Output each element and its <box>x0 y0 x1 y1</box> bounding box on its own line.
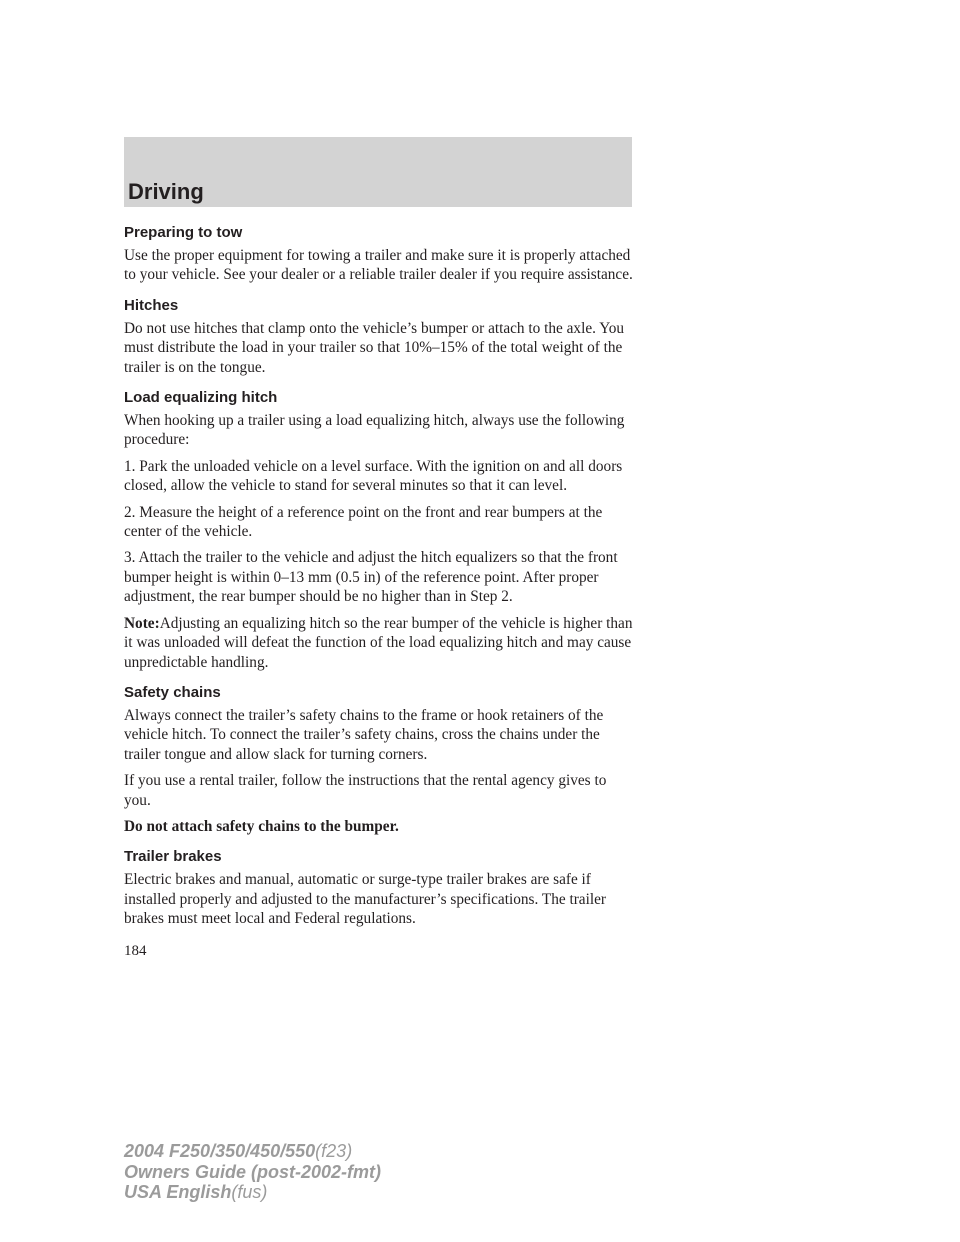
footer-line-model <box>124 1141 381 1162</box>
section-heading: Preparing to tow <box>124 224 243 241</box>
footer-line-language <box>124 1182 381 1203</box>
section-heading: Safety chains <box>124 683 221 701</box>
section-title: Driving <box>128 179 204 204</box>
section-header-band <box>124 137 632 207</box>
body-paragraph: Electric brakes and manual, automatic or surge-type trailer brakes are safe if installed properly and adjusted to the manufacturer’s specifications. The trailer brakes must meet local and Federal regulations. <box>124 871 606 928</box>
page-content <box>124 223 636 940</box>
body-paragraph: Do not use hitches that clamp onto the vehicle’s bumper or attach to the axle. You must distribute the load in your trailer so that 10%–15% of the total weight of the trailer is on the tongue. <box>124 319 625 376</box>
footer-guide-title: Owners Guide (post-2002-fmt) <box>124 1161 382 1182</box>
section-load-equalizing-hitch <box>124 388 636 672</box>
section-hitches <box>124 296 636 377</box>
section-heading: Load equalizing hitch <box>124 389 278 407</box>
section-trailer-brakes <box>124 847 636 928</box>
body-paragraph: When hooking up a trailer using a load equalizing hitch, always use the following procedure: <box>124 412 625 449</box>
document-footer <box>124 1141 381 1203</box>
section-heading: Trailer brakes <box>124 848 222 866</box>
note-label: Note: <box>124 614 160 632</box>
footer-model-code: (f23) <box>315 1141 353 1161</box>
warning-text: Do not attach safety chains to the bumper. <box>124 817 399 835</box>
body-paragraph: Use the proper equipment for towing a trailer and make sure it is properly attached to your vehicle. See your dealer or a reliable trailer dealer if you require assistance. <box>124 247 633 284</box>
procedure-step-1: 1. Park the unloaded vehicle on a level surface. With the ignition on and all doors closed, allow the vehicle to stand for several minutes so that it can level. <box>124 457 623 495</box>
footer-model: 2004 F250/350/450/550 <box>124 1141 316 1161</box>
section-preparing-to-tow <box>124 223 636 285</box>
page-number: 184 <box>124 943 147 959</box>
section-safety-chains <box>124 683 636 836</box>
footer-line-guide <box>124 1162 381 1183</box>
body-paragraph: If you use a rental trailer, follow the instructions that the rental agency gives to you. <box>124 772 607 809</box>
note-text: Adjusting an equalizing hitch so the rear bumper of the vehicle is higher than it was unloaded will defeat the function of the load equalizing hitch and may cause unpredictable handling. <box>124 614 633 671</box>
body-paragraph: Always connect the trailer’s safety chains to the frame or hook retainers of the vehicle hitch. To connect the trailer’s safety chains, cross the chains under the trailer tongue and allow slack for turning corners. <box>124 706 604 763</box>
section-heading: Hitches <box>124 296 179 314</box>
footer-language: USA English <box>124 1182 232 1202</box>
note-paragraph <box>124 614 636 672</box>
procedure-step-2: 2. Measure the height of a reference point on the front and rear bumpers at the center of the vehicle. <box>124 503 603 541</box>
footer-language-code: (fus) <box>231 1182 268 1202</box>
procedure-step-3: 3. Attach the trailer to the vehicle and adjust the hitch equalizers so that the front bumper height is within 0–13 mm (0.5 in) of the reference point. After proper adjustment, the rear bumper should be no higher than in Step 2. <box>124 549 618 606</box>
warning-paragraph <box>124 817 636 836</box>
